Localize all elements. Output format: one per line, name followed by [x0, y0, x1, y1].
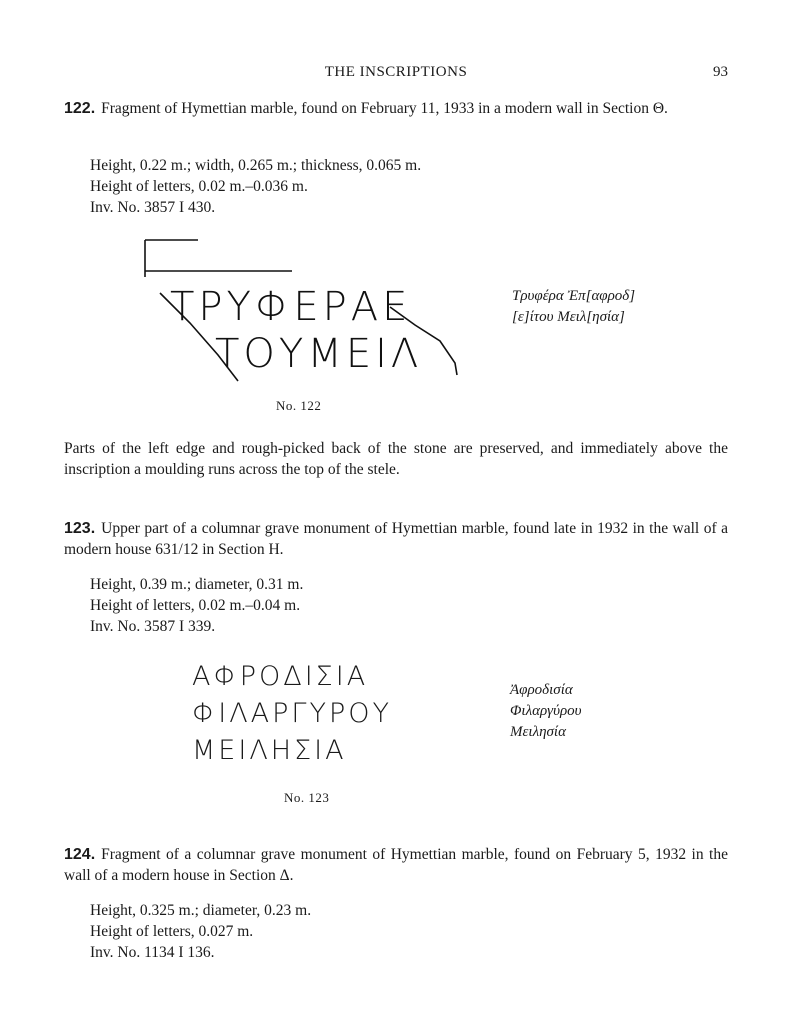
inscription-122-drawing — [140, 235, 470, 385]
entry-description-text: Fragment of Hymettian marble, found on February 11, 1933 in a modern wall in Section Θ. — [101, 100, 668, 117]
measurement-letter-height: Height of letters, 0.02 m.–0.036 m. — [90, 178, 308, 195]
measurement-letter-height: Height of letters, 0.02 m.–0.04 m. — [90, 597, 301, 614]
entry-122-measurements — [90, 155, 421, 218]
entry-description-text: Fragment of a columnar grave monument of Hymettian marble, found on February 5, 1932 in the wall of a modern house in Section Δ. — [64, 846, 728, 884]
entry-number: 124. — [64, 846, 96, 863]
entry-number: 122. — [64, 100, 96, 117]
transcription-122 — [512, 286, 635, 328]
measurement-dimensions: Height, 0.325 m.; diameter, 0.23 m. — [90, 902, 312, 919]
measurement-inventory: Inv. No. 3587 I 339. — [90, 618, 216, 635]
transcription-line-3: Μειλησία — [510, 724, 566, 740]
inscription-123-drawing — [192, 658, 392, 769]
running-title: THE INSCRIPTIONS — [324, 64, 468, 80]
inscription-line-1: ΑΦΡΟΔΙΣΙΑ — [192, 661, 369, 692]
entry-122-description — [64, 98, 728, 119]
entry-124-measurements — [90, 900, 311, 963]
transcription-line-1: Ἀφροδισία — [510, 682, 573, 698]
transcription-123 — [510, 680, 582, 743]
entry-124-description — [64, 844, 728, 886]
inscription-line-3: ΜΕΙΛΗΣΙΑ — [192, 735, 347, 766]
inscription-line-1: ΤΡΥΦΕΡΑΕ — [170, 284, 412, 330]
transcription-line-2: [ε]ίτου Μειλ[ησία] — [512, 309, 625, 325]
entry-description-text: Upper part of a columnar grave monument of Hymettian marble, found late in 1932 in the wall of a modern house 631/12 in Section H. — [64, 520, 728, 558]
figure-caption-122: No. 122 — [276, 398, 322, 413]
entry-123-description — [64, 518, 728, 560]
measurement-inventory: Inv. No. 3857 I 430. — [90, 199, 216, 216]
entry-number: 123. — [64, 520, 96, 537]
figure-caption-123: No. 123 — [284, 790, 330, 805]
inscription-line-2: ΦΙΛΑΡΓΥΡΟΥ — [192, 698, 392, 729]
transcription-line-2: Φιλαργύρου — [510, 703, 582, 719]
measurement-inventory: Inv. No. 1134 I 136. — [90, 944, 215, 961]
measurement-dimensions: Height, 0.22 m.; width, 0.265 m.; thickness, 0.065 m. — [90, 157, 422, 174]
page-number: 93 — [713, 64, 728, 80]
entry-123-measurements — [90, 574, 303, 637]
measurement-letter-height: Height of letters, 0.027 m. — [90, 923, 254, 940]
measurement-dimensions: Height, 0.39 m.; diameter, 0.31 m. — [90, 576, 304, 593]
transcription-line-1: Τρυφέρα Ἐπ[αφροδ] — [512, 288, 636, 304]
entry-122-note: Parts of the left edge and rough-picked back of the stone are preserved, and immediately above the inscription a moulding runs across the top of the stele. — [64, 440, 728, 478]
inscription-line-2: ΤΟΥΜΕΙΛ — [215, 331, 423, 377]
